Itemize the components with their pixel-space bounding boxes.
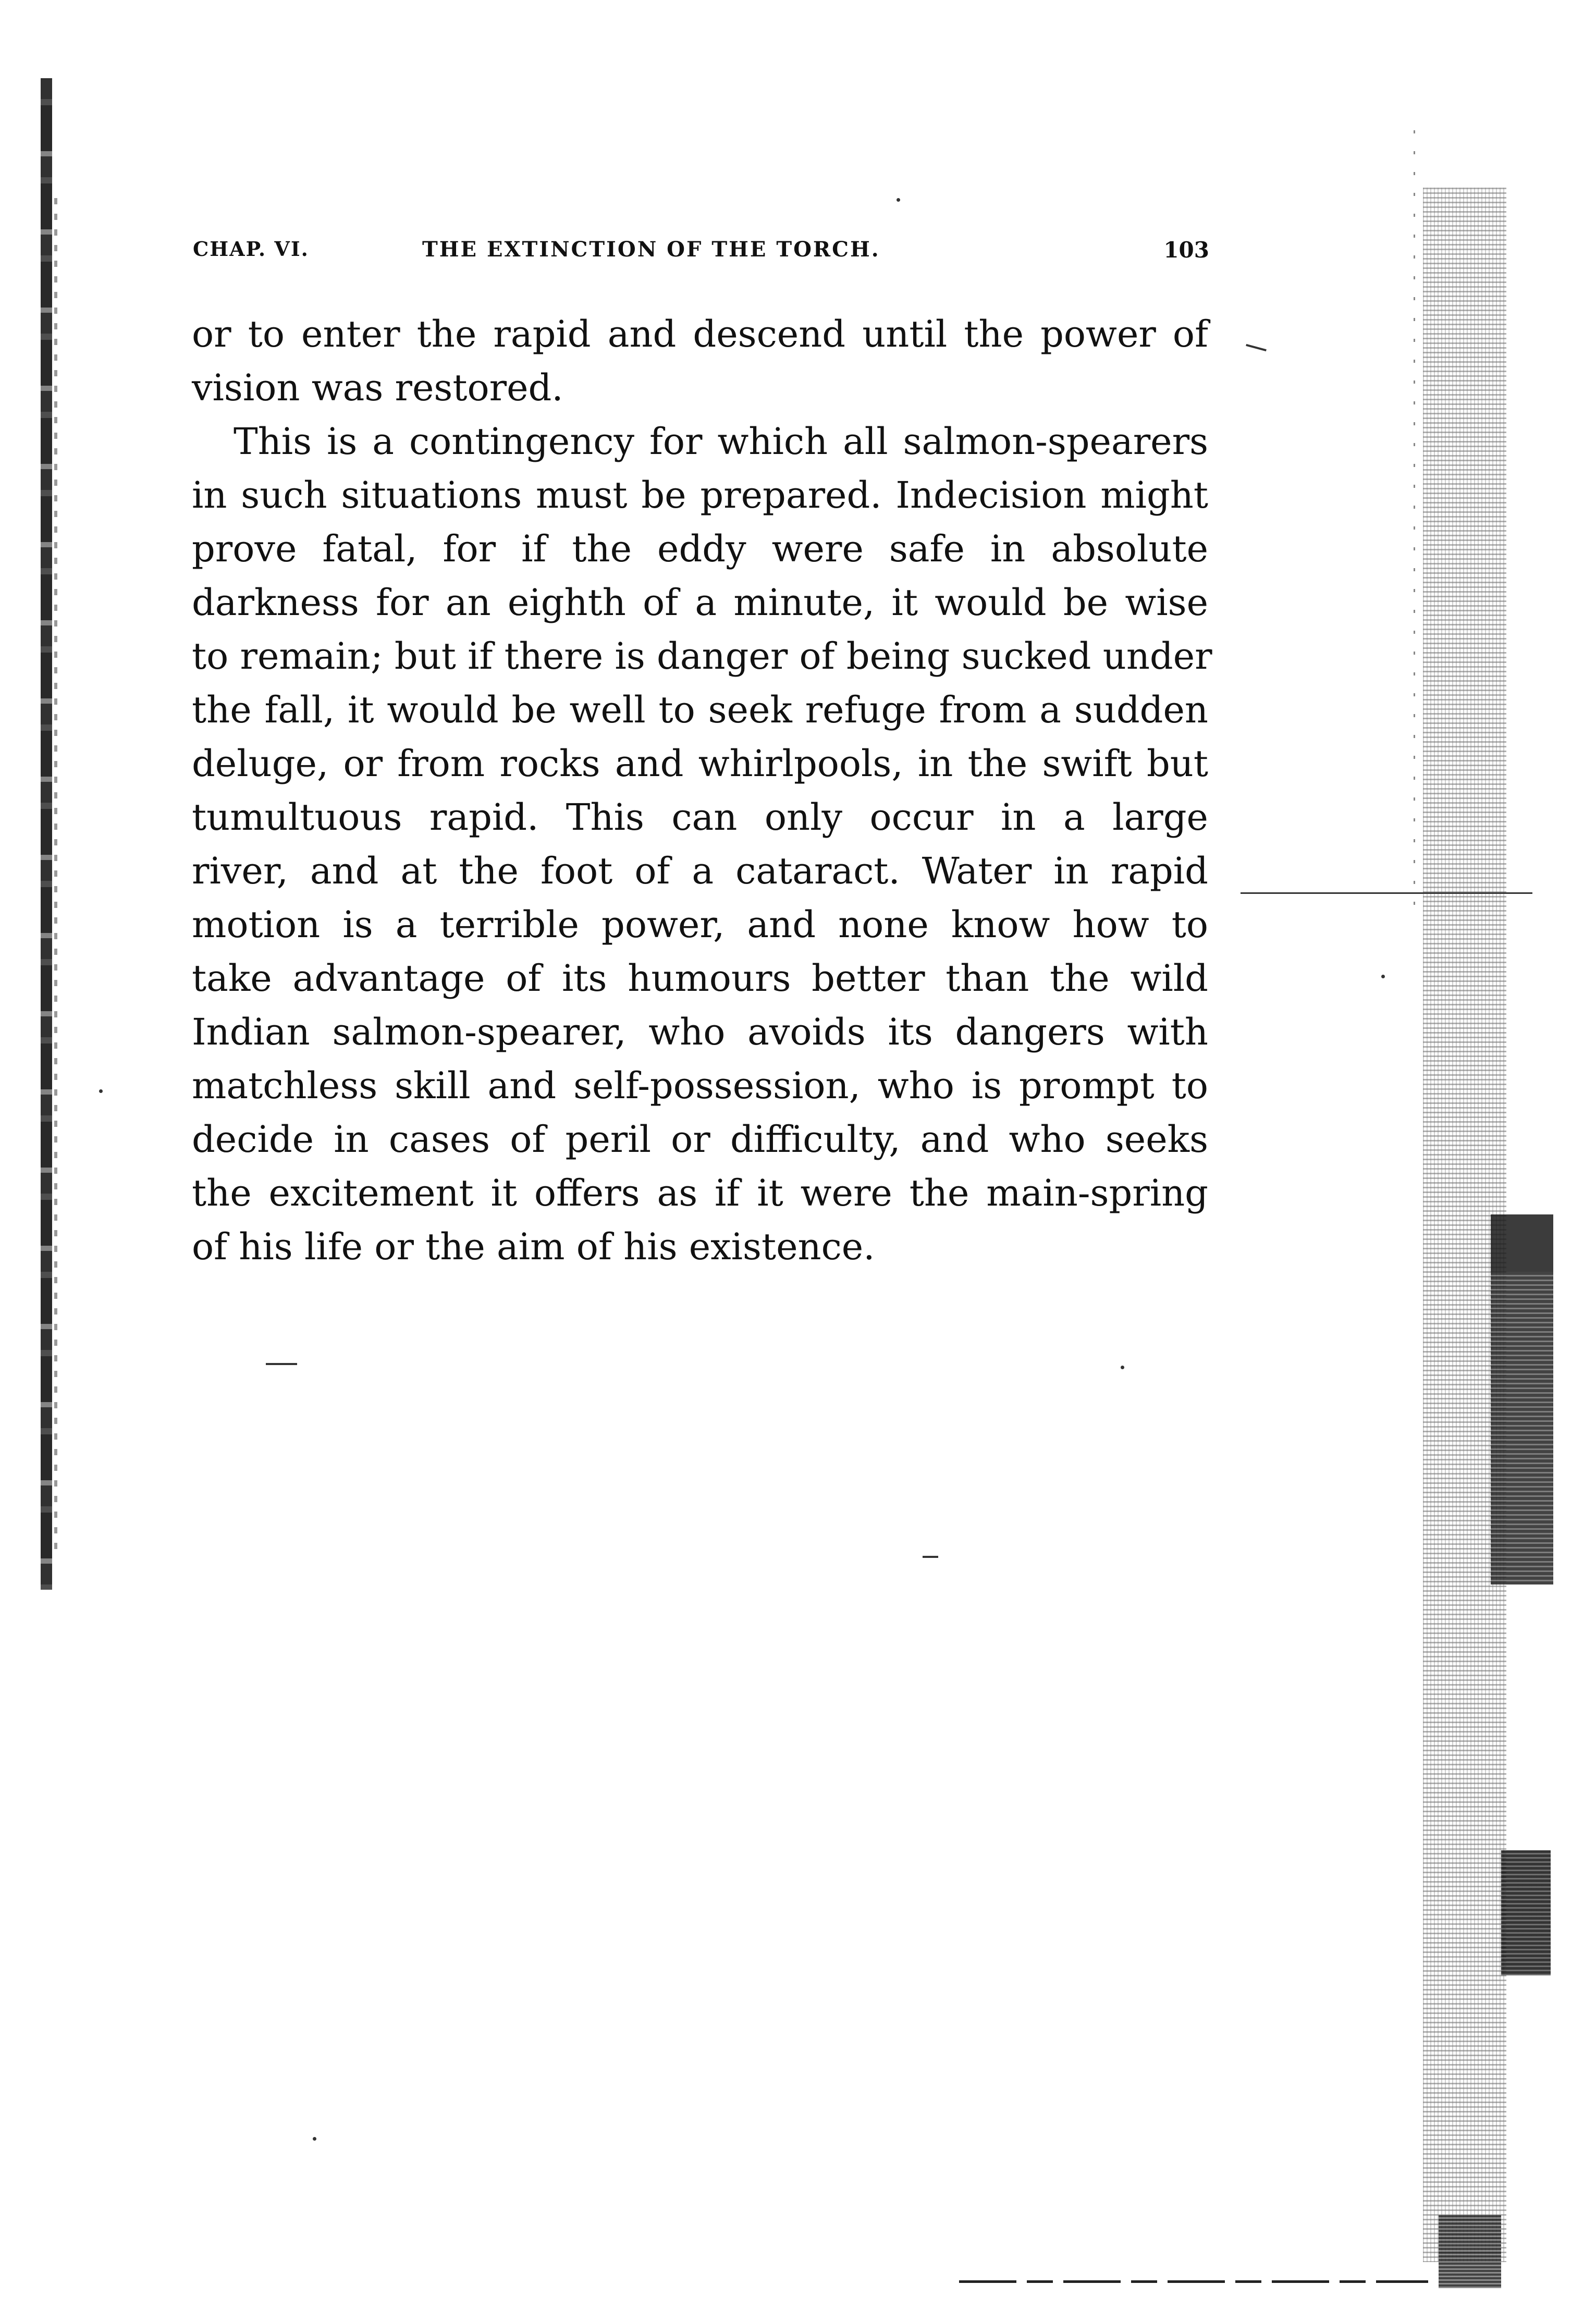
scan-block	[1439, 2215, 1501, 2288]
scan-line	[1241, 892, 1532, 894]
scan-speck	[313, 2137, 316, 2141]
page-number: 103	[1163, 237, 1209, 263]
scan-speck	[1381, 975, 1385, 978]
scan-edge-left-inner	[54, 198, 57, 1553]
text-line: prove fatal, for if the eddy were safe in absolute	[192, 527, 1208, 570]
scan-speck	[1121, 1366, 1124, 1369]
text-line: river, and at the foot of a cataract. Water in rapid	[192, 850, 1208, 892]
scan-edge-left	[41, 78, 52, 1590]
scan-bottom-dash	[959, 2280, 1428, 2283]
scan-edge-right-thin	[1414, 130, 1415, 912]
text-line: tumultuous rapid. This can only occur in a large	[192, 796, 1208, 839]
text-line: decide in cases of peril or difficulty, and who seeks	[192, 1118, 1208, 1161]
text-line: of his life or the aim of his existence.	[192, 1225, 875, 1268]
text-line: vision was restored.	[192, 366, 563, 409]
text-line: take advantage of its humours better than the wild	[192, 957, 1208, 1000]
text-line: darkness for an eighth of a minute, it would be wise	[192, 581, 1208, 624]
text-line: or to enter the rapid and descend until the power of	[192, 313, 1208, 355]
body-text	[192, 308, 1212, 1274]
text-line: deluge, or from rocks and whirlpools, in the swift but	[192, 742, 1208, 785]
scan-speck	[99, 1089, 103, 1093]
text-line: matchless skill and self-possession, who is prompt to	[192, 1064, 1208, 1107]
text-line: motion is a terrible power, and none know how to	[192, 903, 1208, 946]
scan-block	[1491, 1214, 1553, 1272]
text-line: the excitement it offers as if it were the main-spring	[192, 1172, 1208, 1214]
text-line: in such situations must be prepared. Indecision might	[192, 474, 1208, 517]
scan-block	[1491, 1272, 1553, 1584]
text-line: Indian salmon-spearer, who avoids its dangers with	[192, 1011, 1208, 1053]
scan-speck	[266, 1363, 297, 1365]
chapter-label: CHAP. VI.	[193, 237, 309, 261]
scan-block	[1501, 1850, 1551, 1975]
text-line: to remain; but if there is danger of being sucked under	[192, 635, 1212, 678]
scan-speck	[923, 1556, 938, 1558]
running-header	[193, 237, 1209, 268]
running-title: THE EXTINCTION OF THE TORCH.	[422, 237, 880, 262]
text-line: This is a contingency for which all salmon-spearers	[234, 420, 1208, 463]
scan-speck	[1246, 344, 1267, 351]
scan-speck	[897, 198, 900, 202]
text-line: the fall, it would be well to seek refuge from a sudden	[192, 689, 1208, 731]
